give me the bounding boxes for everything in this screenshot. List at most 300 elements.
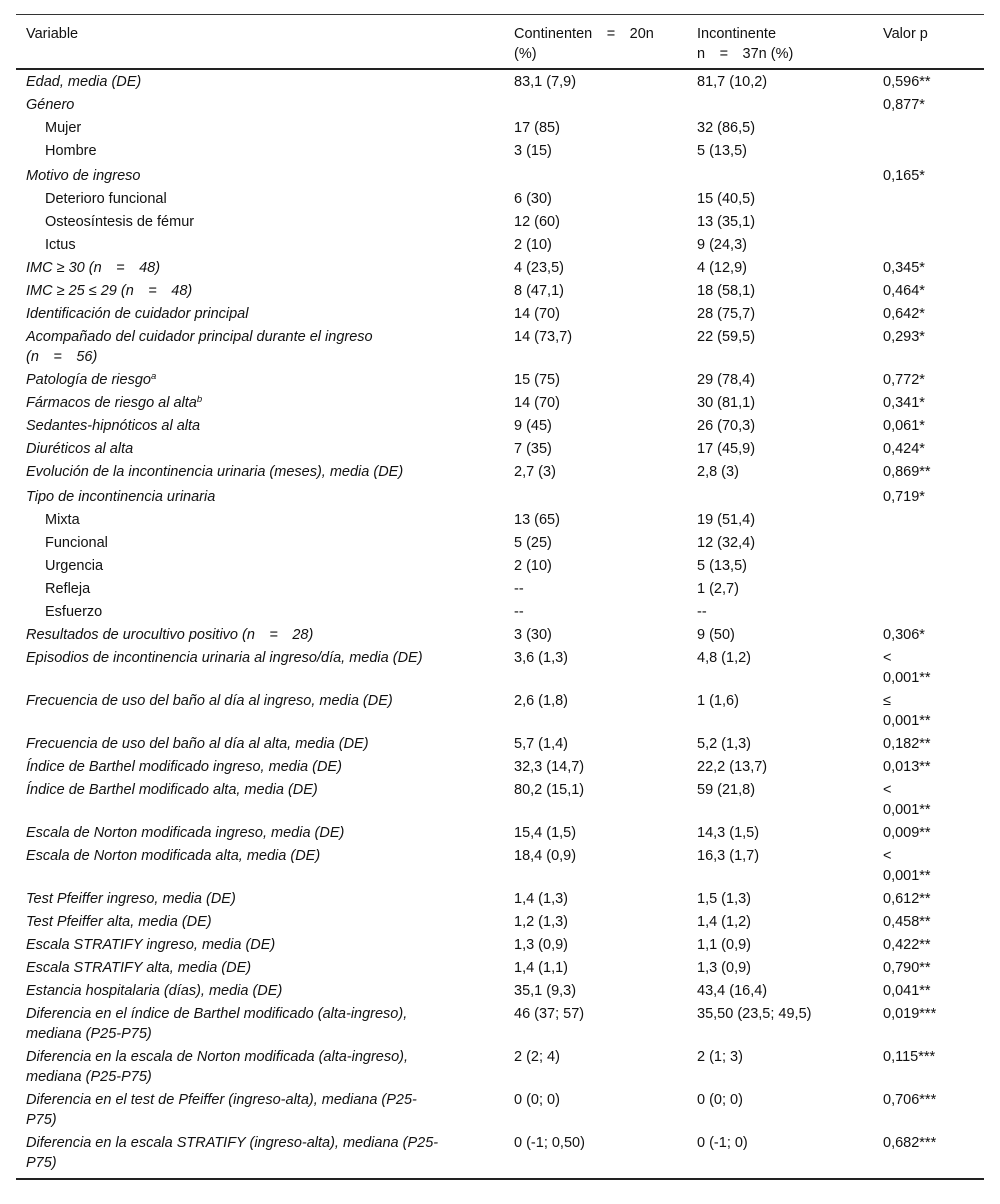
header-pvalue: Valor p: [883, 26, 928, 42]
row-pvalue: [883, 304, 984, 324]
row-incontinent-value: [697, 72, 883, 92]
row-pvalue-text: 0,019***: [883, 1006, 937, 1022]
row-pvalue-text: 0,115***: [883, 1049, 936, 1065]
row-continent-value: [514, 462, 697, 482]
row-pvalue-text: 0,772*: [883, 372, 925, 388]
row-continent-value-text: 9 (45): [514, 418, 552, 434]
row-pvalue-text: 0,642*: [883, 306, 925, 322]
row-continent-value: [514, 510, 697, 530]
row-continent-value-text: 35,1 (9,3): [514, 983, 577, 999]
row-pvalue: [883, 846, 984, 886]
row-incontinent-value: [697, 212, 883, 232]
row-continent-value-text: 2,7 (3): [514, 464, 556, 480]
row-pvalue: [883, 648, 984, 688]
row-label: [16, 510, 514, 530]
row-continent-value: [514, 734, 697, 754]
row-pvalue-text: 0,306*: [883, 627, 925, 643]
row-pvalue-text: ˂ 0,001**: [883, 782, 931, 818]
row-incontinent-value-text: 5 (13,5): [697, 143, 747, 159]
row-incontinent-value: [697, 780, 883, 820]
row-label-text: Test Pfeiffer ingreso, media (DE): [26, 891, 236, 907]
row-continent-value-text: 7 (35): [514, 441, 552, 457]
row-label: [16, 757, 514, 777]
row-continent-value-text: 14 (70): [514, 306, 560, 322]
row-continent-value: [514, 602, 697, 622]
row-continent-value: [514, 1004, 697, 1044]
row-continent-value: [514, 416, 697, 436]
row-continent-value-text: 5 (25): [514, 535, 552, 551]
row-pvalue: [883, 393, 984, 413]
row-incontinent-value: [697, 935, 883, 955]
row-label: [16, 393, 514, 413]
row-pvalue: [883, 510, 984, 530]
table-row: [16, 979, 984, 1002]
row-label-text: Refleja: [45, 581, 91, 597]
row-incontinent-value: [697, 166, 883, 186]
row-label-text: Mujer: [45, 120, 82, 136]
header-incontinent: [697, 24, 883, 68]
row-label-text: Urgencia: [45, 558, 104, 574]
table-row: [16, 554, 984, 577]
row-continent-value: [514, 579, 697, 599]
row-label-text: Escala de Norton modificada ingreso, media (DE): [26, 825, 345, 841]
row-pvalue-text: 0,790**: [883, 960, 931, 976]
row-pvalue: [883, 889, 984, 909]
table-row: [16, 646, 984, 689]
row-label-text: Diferencia en la escala de Norton modificada (alta-ingreso), mediana (P25-P75): [26, 1049, 409, 1085]
row-continent-value: [514, 487, 697, 507]
row-incontinent-value: [697, 510, 883, 530]
row-incontinent-value: [697, 393, 883, 413]
row-pvalue: [883, 189, 984, 209]
row-pvalue: [883, 734, 984, 754]
row-pvalue-text: 0,706***: [883, 1092, 937, 1108]
row-label-text: Identificación de cuidador principal: [26, 306, 249, 322]
row-continent-value-text: 3 (15): [514, 143, 552, 159]
row-label: [16, 416, 514, 436]
row-pvalue-text: 0,345*: [883, 260, 925, 276]
row-label: [16, 602, 514, 622]
row-continent-value: [514, 648, 697, 688]
footnote-marker: a: [150, 371, 157, 382]
row-continent-value: [514, 1047, 697, 1087]
row-label-text: Funcional: [45, 535, 108, 551]
row-continent-value: [514, 370, 697, 390]
row-incontinent-value: [697, 757, 883, 777]
row-continent-value: [514, 625, 697, 645]
row-label-text: Evolución de la incontinencia urinaria (meses), media (DE): [26, 464, 404, 480]
row-label-text: Deterioro funcional: [45, 191, 167, 207]
row-pvalue: [883, 1004, 984, 1044]
row-pvalue: [883, 533, 984, 553]
row-label: [16, 166, 514, 186]
table-row: [16, 302, 984, 325]
row-pvalue: [883, 1047, 984, 1087]
row-label: [16, 981, 514, 1001]
row-label-text: Tipo de incontinencia urinaria: [26, 489, 216, 505]
row-label: [16, 370, 514, 390]
row-continent-value: [514, 439, 697, 459]
row-pvalue-text: 0,341*: [883, 395, 925, 411]
row-label-text: Escala STRATIFY alta, media (DE): [26, 960, 252, 976]
row-label-text: Escala STRATIFY ingreso, media (DE): [26, 937, 276, 953]
row-incontinent-value: [697, 118, 883, 138]
row-pvalue: [883, 281, 984, 301]
row-incontinent-value-text: 5,2 (1,3): [697, 736, 751, 752]
row-continent-value: [514, 212, 697, 232]
row-label: [16, 304, 514, 324]
row-continent-value: [514, 958, 697, 978]
row-incontinent-value: [697, 533, 883, 553]
table-row: [16, 460, 984, 483]
row-pvalue: [883, 935, 984, 955]
row-pvalue-text: 0,464*: [883, 283, 925, 299]
row-pvalue-text: 0,877*: [883, 97, 925, 113]
table-row: [16, 1088, 984, 1131]
row-incontinent-value-text: 2 (1; 3): [697, 1049, 743, 1065]
table-row: [16, 910, 984, 933]
row-label-text: Sedantes-hipnóticos al alta: [26, 418, 201, 434]
row-pvalue: [883, 625, 984, 645]
row-label: [16, 118, 514, 138]
row-label-text: Diferencia en la escala STRATIFY (ingreso-alta), mediana (P25- P75): [26, 1135, 439, 1171]
row-incontinent-value-text: 1,5 (1,3): [697, 891, 751, 907]
row-continent-value: [514, 981, 697, 1001]
row-continent-value-text: 12 (60): [514, 214, 560, 230]
table-row: [16, 325, 984, 368]
table-row: [16, 689, 984, 732]
table-row: [16, 508, 984, 531]
row-pvalue: [883, 95, 984, 115]
row-incontinent-value: [697, 556, 883, 576]
row-incontinent-value: [697, 981, 883, 1001]
row-pvalue: [883, 757, 984, 777]
row-label: [16, 625, 514, 645]
table-row: [16, 139, 984, 162]
row-pvalue: [883, 72, 984, 92]
table-row: [16, 1002, 984, 1045]
row-label: [16, 235, 514, 255]
row-label-text: Diferencia en el índice de Barthel modificado (alta-ingreso), mediana (P25-P75): [26, 1006, 408, 1042]
table-row: [16, 956, 984, 979]
row-continent-value-text: 3 (30): [514, 627, 552, 643]
header-continent: [514, 24, 697, 68]
row-incontinent-value-text: 35,50 (23,5; 49,5): [697, 1006, 812, 1022]
row-incontinent-value: [697, 281, 883, 301]
row-label: [16, 327, 514, 367]
row-label-text: Acompañado del cuidador principal durante el ingreso (n = 56): [26, 329, 373, 365]
row-pvalue: [883, 370, 984, 390]
table-row: [16, 483, 984, 508]
row-label: [16, 212, 514, 232]
table-row: [16, 1131, 984, 1174]
row-continent-value-text: 1,4 (1,3): [514, 891, 568, 907]
table-row: [16, 933, 984, 956]
row-label: [16, 556, 514, 576]
row-label: [16, 487, 514, 507]
row-label-text: Fármacos de riesgo al alta: [26, 395, 197, 411]
row-label-text: Índice de Barthel modificado ingreso, media (DE): [26, 759, 342, 775]
row-label: [16, 780, 514, 820]
row-incontinent-value-text: 9 (24,3): [697, 237, 747, 253]
row-continent-value-text: 15,4 (1,5): [514, 825, 577, 841]
row-continent-value: [514, 691, 697, 731]
row-label-text: Índice de Barthel modificado alta, media (DE): [26, 782, 318, 798]
row-label-text: Test Pfeiffer alta, media (DE): [26, 914, 212, 930]
row-continent-value: [514, 823, 697, 843]
row-incontinent-value: [697, 235, 883, 255]
row-continent-value: [514, 393, 697, 413]
row-continent-value: [514, 533, 697, 553]
row-continent-value-text: 6 (30): [514, 191, 552, 207]
row-incontinent-value: [697, 889, 883, 909]
row-pvalue: [883, 118, 984, 138]
row-pvalue: [883, 981, 984, 1001]
row-continent-value-text: 83,1 (7,9): [514, 74, 577, 90]
table-row: [16, 1045, 984, 1088]
row-label-text: Patología de riesgo: [26, 372, 151, 388]
row-incontinent-value: [697, 1133, 883, 1173]
row-pvalue: [883, 1090, 984, 1130]
row-continent-value: [514, 235, 697, 255]
row-label: [16, 912, 514, 932]
row-incontinent-value-text: 18 (58,1): [697, 283, 756, 299]
table-row: [16, 279, 984, 302]
row-continent-value: [514, 166, 697, 186]
table-row: [16, 844, 984, 887]
row-incontinent-value-text: 5 (13,5): [697, 558, 747, 574]
row-incontinent-value: [697, 602, 883, 622]
row-incontinent-value-text: 4 (12,9): [697, 260, 747, 276]
row-incontinent-value-text: 16,3 (1,7): [697, 848, 760, 864]
row-incontinent-value-text: 30 (81,1): [697, 395, 756, 411]
row-label: [16, 141, 514, 161]
row-continent-value: [514, 780, 697, 820]
row-incontinent-value-text: 81,7 (10,2): [697, 74, 768, 90]
row-label-text: Hombre: [45, 143, 97, 159]
row-pvalue-text: 0,869**: [883, 464, 931, 480]
row-label: [16, 439, 514, 459]
row-incontinent-value: [697, 462, 883, 482]
row-continent-value: [514, 556, 697, 576]
table-body: [16, 70, 984, 1174]
row-label-text: Diferencia en el test de Pfeiffer (ingreso-alta), mediana (P25- P75): [26, 1092, 417, 1128]
row-label: [16, 1004, 514, 1044]
row-pvalue: [883, 416, 984, 436]
row-label-text: Esfuerzo: [45, 604, 103, 620]
row-continent-value: [514, 757, 697, 777]
row-incontinent-value-text: 29 (78,4): [697, 372, 756, 388]
table-row: [16, 70, 984, 93]
table-row: [16, 577, 984, 600]
row-label: [16, 935, 514, 955]
row-continent-value-text: 2 (2; 4): [514, 1049, 560, 1065]
row-label: [16, 462, 514, 482]
row-label-text: Ictus: [45, 237, 76, 253]
row-pvalue-text: ˂ 0,001**: [883, 848, 931, 884]
row-incontinent-value-text: 22 (59,5): [697, 329, 756, 345]
row-pvalue: [883, 958, 984, 978]
row-label-text: Estancia hospitalaria (días), media (DE): [26, 983, 283, 999]
row-incontinent-value: [697, 1004, 883, 1044]
row-incontinent-value-text: 43,4 (16,4): [697, 983, 768, 999]
row-incontinent-value: [697, 579, 883, 599]
row-continent-value-text: 32,3 (14,7): [514, 759, 585, 775]
row-continent-value-text: 46 (37; 57): [514, 1006, 585, 1022]
row-pvalue-text: 0,009**: [883, 825, 931, 841]
table-row: [16, 600, 984, 623]
row-label: [16, 258, 514, 278]
row-label: [16, 281, 514, 301]
row-continent-value-text: --: [514, 604, 524, 620]
row-label: [16, 648, 514, 688]
row-incontinent-value: [697, 648, 883, 688]
row-label-text: IMC ≥ 30 (n = 48): [26, 260, 161, 276]
row-label: [16, 1047, 514, 1087]
row-pvalue-text: 0,422**: [883, 937, 931, 953]
row-continent-value: [514, 935, 697, 955]
row-label: [16, 823, 514, 843]
row-label-text: Escala de Norton modificada alta, media (DE): [26, 848, 321, 864]
row-label-text: Edad, media (DE): [26, 74, 142, 90]
footnote-marker: b: [196, 394, 203, 405]
header-continent-line2: (%): [514, 46, 537, 62]
row-incontinent-value: [697, 141, 883, 161]
row-continent-value-text: 80,2 (15,1): [514, 782, 585, 798]
table-row: [16, 210, 984, 233]
row-incontinent-value: [697, 370, 883, 390]
row-incontinent-value-text: 1 (2,7): [697, 581, 739, 597]
row-continent-value-text: 18,4 (0,9): [514, 848, 577, 864]
table-row: [16, 256, 984, 279]
row-incontinent-value: [697, 625, 883, 645]
header-variable: Variable: [26, 26, 79, 42]
row-continent-value: [514, 189, 697, 209]
row-incontinent-value: [697, 327, 883, 367]
row-continent-value: [514, 889, 697, 909]
table-bottom-rule: [16, 1178, 984, 1180]
table-row: [16, 778, 984, 821]
row-incontinent-value-text: 15 (40,5): [697, 191, 756, 207]
row-incontinent-value: [697, 912, 883, 932]
row-incontinent-value-text: 22,2 (13,7): [697, 759, 768, 775]
row-pvalue-text: 0,061*: [883, 418, 925, 434]
row-label: [16, 189, 514, 209]
row-continent-value-text: 14 (70): [514, 395, 560, 411]
row-continent-value-text: 2 (10): [514, 558, 552, 574]
row-pvalue: [883, 462, 984, 482]
table-row: [16, 437, 984, 460]
table-header-row: [16, 15, 984, 68]
row-incontinent-value-text: 12 (32,4): [697, 535, 756, 551]
row-incontinent-value: [697, 691, 883, 731]
row-pvalue-text: 0,612**: [883, 891, 931, 907]
row-label-text: IMC ≥ 25 ≤ 29 (n = 48): [26, 283, 193, 299]
results-table: [16, 14, 984, 1180]
row-continent-value: [514, 1133, 697, 1173]
row-continent-value: [514, 141, 697, 161]
row-pvalue-text: 0,041**: [883, 983, 931, 999]
row-incontinent-value: [697, 1047, 883, 1087]
row-incontinent-value-text: 1,4 (1,2): [697, 914, 751, 930]
row-continent-value: [514, 118, 697, 138]
table-row: [16, 187, 984, 210]
row-pvalue: [883, 1133, 984, 1173]
row-label: [16, 691, 514, 731]
row-continent-value-text: 2 (10): [514, 237, 552, 253]
row-pvalue-text: 0,458**: [883, 914, 931, 930]
row-pvalue: [883, 556, 984, 576]
row-continent-value: [514, 95, 697, 115]
row-label-text: Mixta: [45, 512, 80, 528]
row-continent-value: [514, 1090, 697, 1130]
row-incontinent-value-text: 13 (35,1): [697, 214, 756, 230]
row-label: [16, 958, 514, 978]
row-continent-value-text: 14 (73,7): [514, 329, 573, 345]
row-continent-value: [514, 281, 697, 301]
row-incontinent-value: [697, 846, 883, 886]
row-incontinent-value-text: 2,8 (3): [697, 464, 739, 480]
row-incontinent-value-text: 0 (0; 0): [697, 1092, 743, 1108]
row-label-text: Episodios de incontinencia urinaria al ingreso/día, media (DE): [26, 650, 423, 666]
table-row: [16, 821, 984, 844]
row-continent-value-text: 2,6 (1,8): [514, 693, 568, 709]
table-row: [16, 391, 984, 414]
row-continent-value-text: 3,6 (1,3): [514, 650, 568, 666]
row-incontinent-value: [697, 734, 883, 754]
header-continent-line1: Continenten = 20n: [514, 26, 654, 42]
header-incontinent-line1: Incontinente: [697, 26, 777, 42]
table-row: [16, 531, 984, 554]
table-row: [16, 732, 984, 755]
row-label-text: Osteosíntesis de fémur: [45, 214, 195, 230]
row-continent-value-text: 15 (75): [514, 372, 560, 388]
table-row: [16, 233, 984, 256]
row-continent-value: [514, 846, 697, 886]
row-incontinent-value-text: 0 (-1; 0): [697, 1135, 748, 1151]
row-pvalue: [883, 258, 984, 278]
table-row: [16, 414, 984, 437]
row-pvalue-text: 0,293*: [883, 329, 925, 345]
row-pvalue: [883, 487, 984, 507]
row-label: [16, 1133, 514, 1173]
row-incontinent-value-text: 1,1 (0,9): [697, 937, 751, 953]
row-incontinent-value: [697, 95, 883, 115]
table-row: [16, 755, 984, 778]
row-pvalue-text: 0,165*: [883, 168, 925, 184]
row-incontinent-value: [697, 258, 883, 278]
row-incontinent-value: [697, 1090, 883, 1130]
row-pvalue: [883, 912, 984, 932]
table-row: [16, 368, 984, 391]
row-pvalue: [883, 212, 984, 232]
row-continent-value-text: 1,3 (0,9): [514, 937, 568, 953]
row-continent-value-text: 5,7 (1,4): [514, 736, 568, 752]
row-continent-value-text: 4 (23,5): [514, 260, 564, 276]
row-incontinent-value-text: 14,3 (1,5): [697, 825, 760, 841]
row-incontinent-value-text: 17 (45,9): [697, 441, 756, 457]
row-pvalue: [883, 579, 984, 599]
row-continent-value-text: 1,2 (1,3): [514, 914, 568, 930]
row-pvalue-text: 0,719*: [883, 489, 925, 505]
row-incontinent-value: [697, 958, 883, 978]
row-incontinent-value: [697, 823, 883, 843]
row-label: [16, 72, 514, 92]
row-pvalue: [883, 141, 984, 161]
header-incontinent-line2: n = 37n (%): [697, 46, 794, 62]
row-pvalue: [883, 602, 984, 622]
row-incontinent-value-text: 19 (51,4): [697, 512, 756, 528]
